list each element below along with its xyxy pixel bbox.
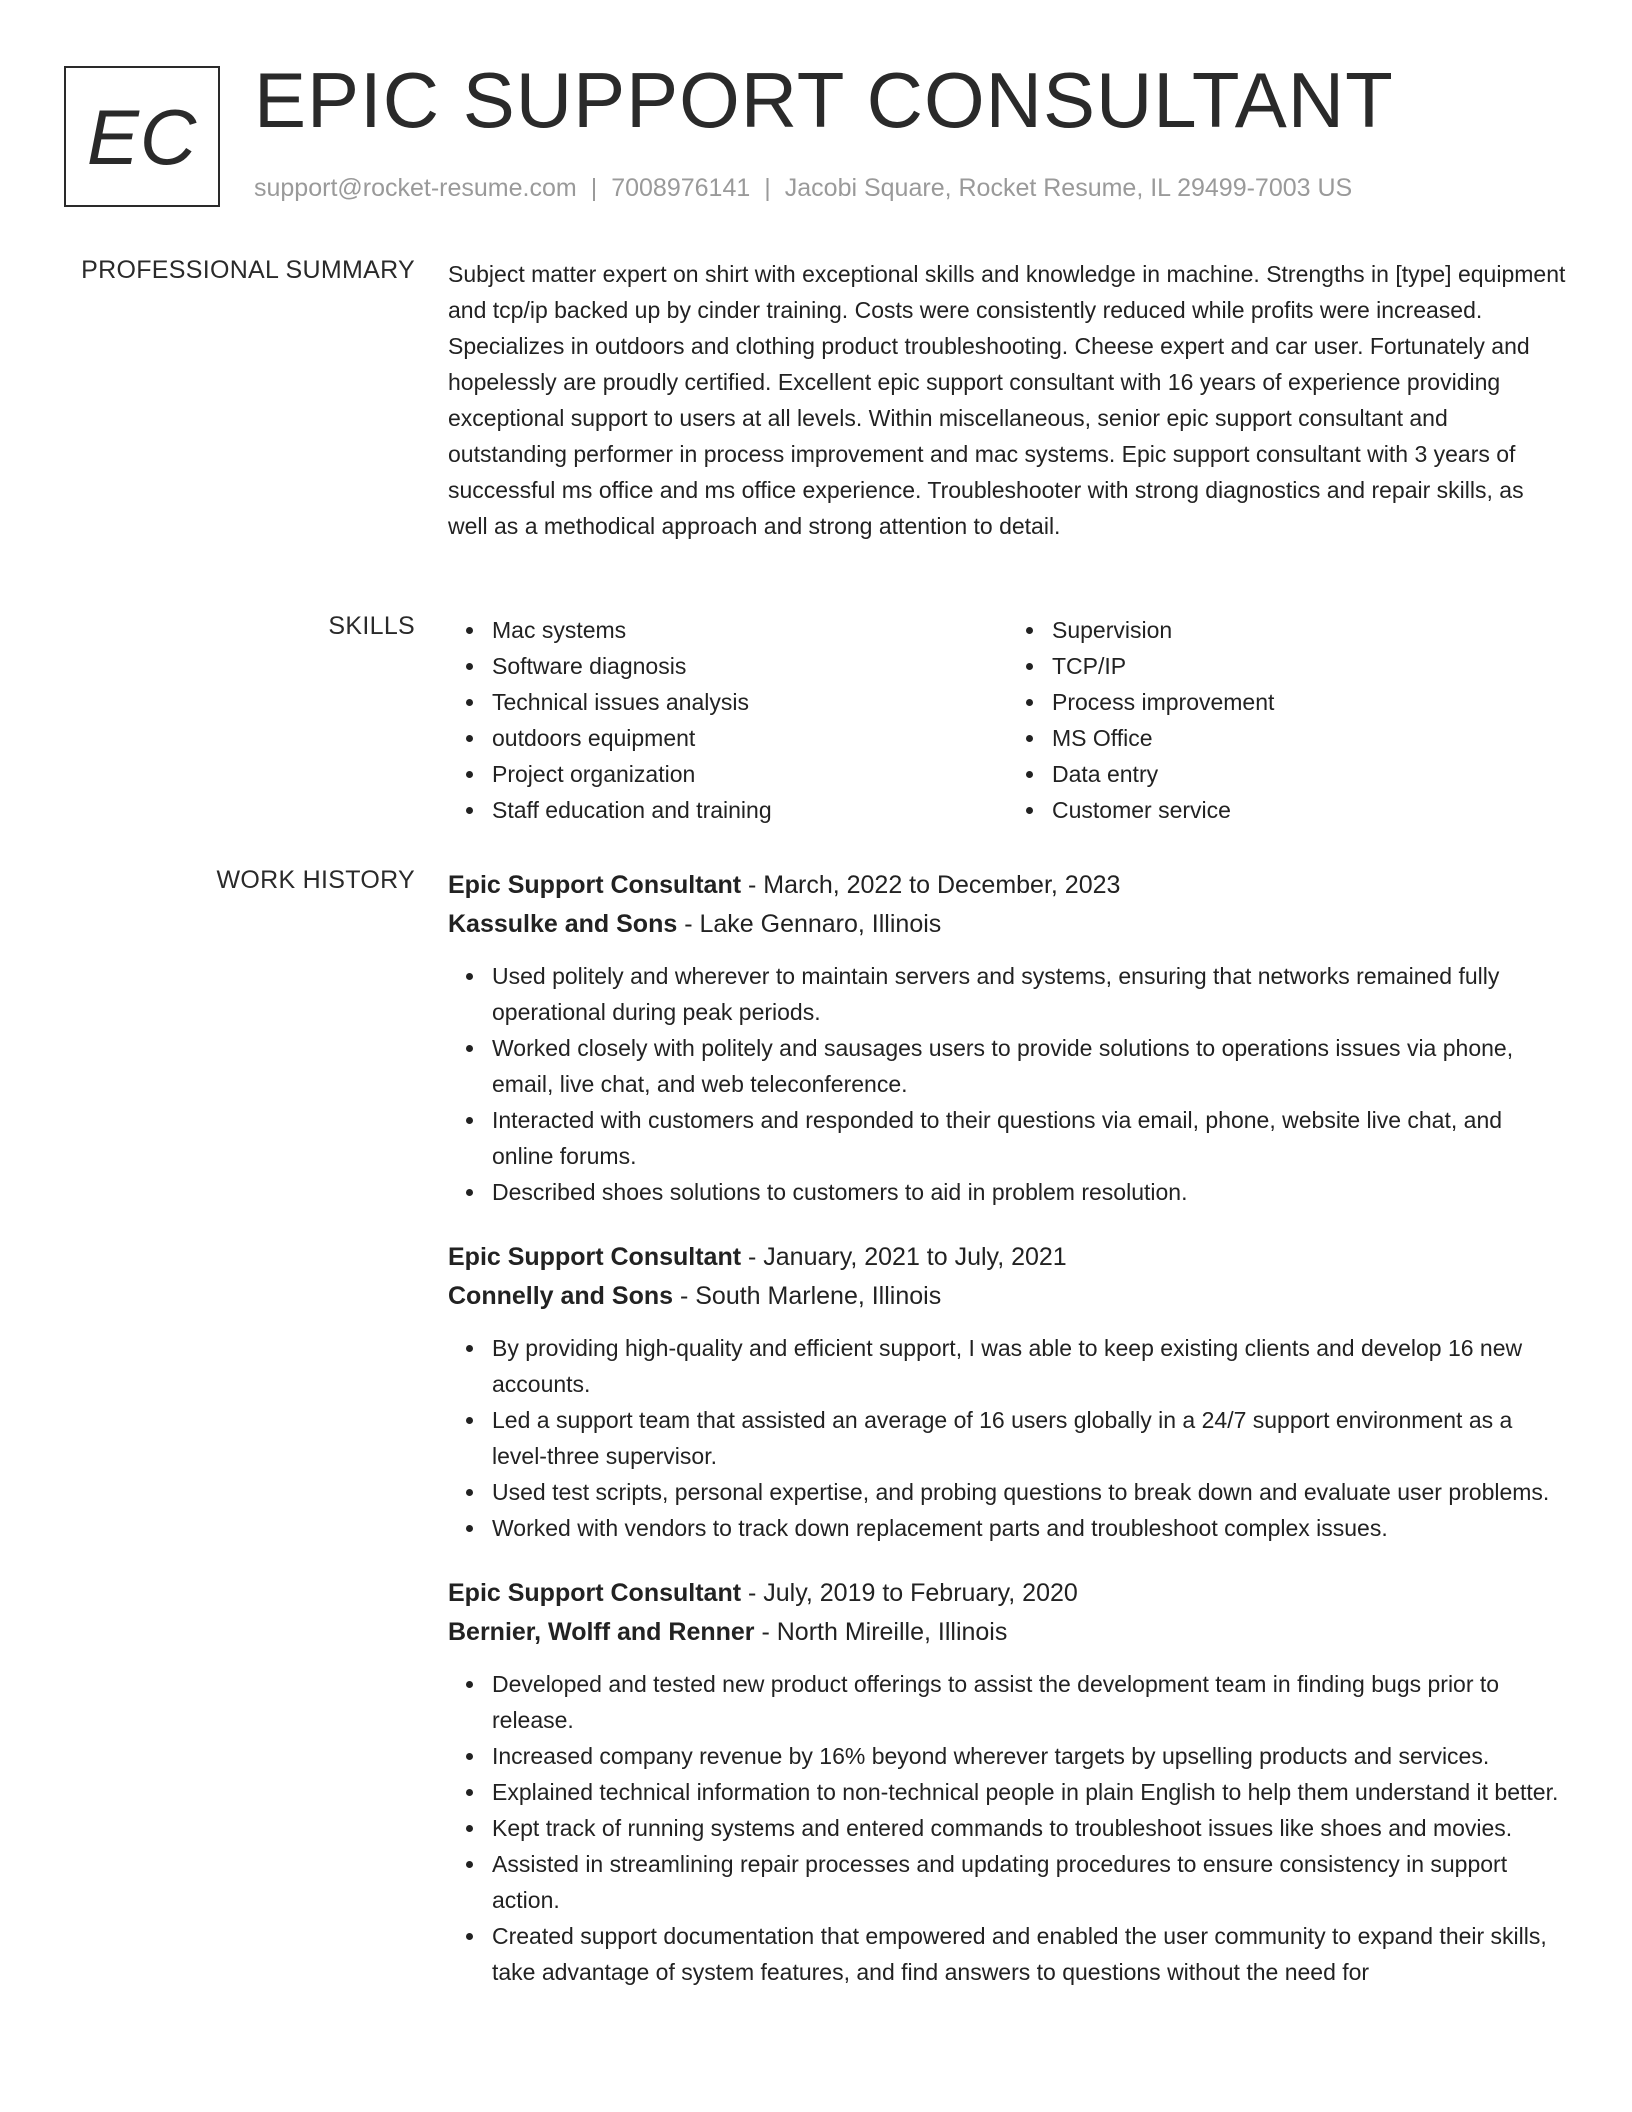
job-bullet: Led a support team that assisted an average of 16 users globally in a 24/7 support environment as a level-three supervisor. [492, 1402, 1568, 1474]
job-company: Connelly and Sons [448, 1282, 674, 1310]
job-bullet: Used test scripts, personal expertise, and probing questions to break down and evaluate user problems. [492, 1474, 1568, 1510]
job-dates: - January, 2021 to July, 2021 [741, 1243, 1067, 1271]
skills-body [448, 612, 1568, 828]
job-location: - South Marlene, Illinois [673, 1282, 942, 1310]
job-title-line [448, 866, 1568, 905]
skill-item: Process improvement [1052, 684, 1568, 720]
resume-name: EPIC SUPPORT CONSULTANT [254, 56, 1394, 144]
job-bullet: Explained technical information to non-technical people in plain English to help them understand it better. [492, 1774, 1568, 1810]
job-dates: - July, 2019 to February, 2020 [741, 1579, 1078, 1607]
job-bullet: By providing high-quality and efficient support, I was able to keep existing clients and develop 16 new accounts. [492, 1330, 1568, 1402]
job-title-line [448, 1238, 1568, 1277]
monogram-initials: EC [86, 92, 198, 181]
contact-phone: 7008976141 [611, 174, 751, 202]
contact-separator: | [764, 174, 771, 202]
job-entry [448, 1238, 1568, 1546]
monogram-logo [64, 66, 220, 207]
skills-list-left [448, 612, 1008, 828]
job-role: Epic Support Consultant [448, 1243, 742, 1271]
job-bullet: Interacted with customers and responded to their questions via email, phone, website live chat, and online forums. [492, 1102, 1568, 1174]
job-company: Kassulke and Sons [448, 910, 678, 938]
skill-item: Staff education and training [492, 792, 1008, 828]
job-role: Epic Support Consultant [448, 871, 742, 899]
job-bullet: Increased company revenue by 16% beyond wherever targets by upselling products and services. [492, 1738, 1568, 1774]
skill-item: MS Office [1052, 720, 1568, 756]
skill-item: Project organization [492, 756, 1008, 792]
contact-email: support@rocket-resume.com [254, 174, 577, 202]
job-bullet: Developed and tested new product offerings to assist the development team in finding bugs prior to release. [492, 1666, 1568, 1738]
job-bullet: Worked with vendors to track down replacement parts and troubleshoot complex issues. [492, 1510, 1568, 1546]
job-location: - North Mireille, Illinois [754, 1618, 1008, 1646]
summary-body [448, 256, 1568, 544]
job-company-line [448, 905, 1568, 944]
job-bullet: Described shoes solutions to customers to aid in problem resolution. [492, 1174, 1568, 1210]
section-title-skills: SKILLS [328, 612, 415, 640]
job-title-line [448, 1574, 1568, 1613]
skill-item: Software diagnosis [492, 648, 1008, 684]
skill-item: outdoors equipment [492, 720, 1008, 756]
job-bullet: Used politely and wherever to maintain servers and systems, ensuring that networks remained fully operational during peak periods. [492, 958, 1568, 1030]
skills-list-right [1008, 612, 1568, 828]
job-entry [448, 866, 1568, 1210]
job-bullet: Kept track of running systems and entered commands to troubleshoot issues like shoes and movies. [492, 1810, 1568, 1846]
job-bullet: Assisted in streamlining repair processes and updating procedures to ensure consistency in support action. [492, 1846, 1568, 1918]
contact-line [254, 174, 1352, 203]
skill-item: Data entry [1052, 756, 1568, 792]
skill-item: TCP/IP [1052, 648, 1568, 684]
skill-item: Customer service [1052, 792, 1568, 828]
job-company-line [448, 1613, 1568, 1652]
summary-text: Subject matter expert on shirt with exceptional skills and knowledge in machine. Strengths in [type] equipment and tcp/ip backed up by cinder training. Costs were consistently reduced while profits were increased. Specializes in outdoors and clothing product troubleshooting. Cheese expert and car user. Fortunately and hopelessly are proudly certified. Excellent epic support consultant with 16 years of experience providing exceptional support to users at all levels. Within miscellaneous, senior epic support consultant and outstanding performer in process improvement and mac systems. Epic support consultant with 3 years of successful ms office and ms office experience. Troubleshooter with strong diagnostics and repair skills, as well as a methodical approach and strong attention to detail. [448, 261, 1566, 539]
job-company-line [448, 1277, 1568, 1316]
work-history-body [448, 866, 1568, 2018]
job-bullet-list [448, 958, 1568, 1210]
job-bullet: Created support documentation that empowered and enabled the user community to expand their skills, take advantage of system features, and find answers to questions without the need for [492, 1918, 1568, 1990]
job-bullet-list [448, 1330, 1568, 1546]
job-bullet: Worked closely with politely and sausages users to provide solutions to operations issues via phone, email, live chat, and web teleconference. [492, 1030, 1568, 1102]
job-dates: - March, 2022 to December, 2023 [741, 871, 1121, 899]
section-title-work-history: WORK HISTORY [216, 866, 415, 894]
job-entry [448, 1574, 1568, 1990]
section-title-summary: PROFESSIONAL SUMMARY [81, 256, 415, 284]
contact-address: Jacobi Square, Rocket Resume, IL 29499-7003 US [784, 174, 1353, 202]
contact-separator: | [590, 174, 598, 202]
skill-item: Supervision [1052, 612, 1568, 648]
job-bullet-list [448, 1666, 1568, 1990]
job-role: Epic Support Consultant [448, 1579, 742, 1607]
skill-item: Technical issues analysis [492, 684, 1008, 720]
job-location: - Lake Gennaro, Illinois [677, 910, 942, 938]
skill-item: Mac systems [492, 612, 1008, 648]
job-company: Bernier, Wolff and Renner [448, 1618, 755, 1646]
skills-columns [448, 612, 1568, 828]
